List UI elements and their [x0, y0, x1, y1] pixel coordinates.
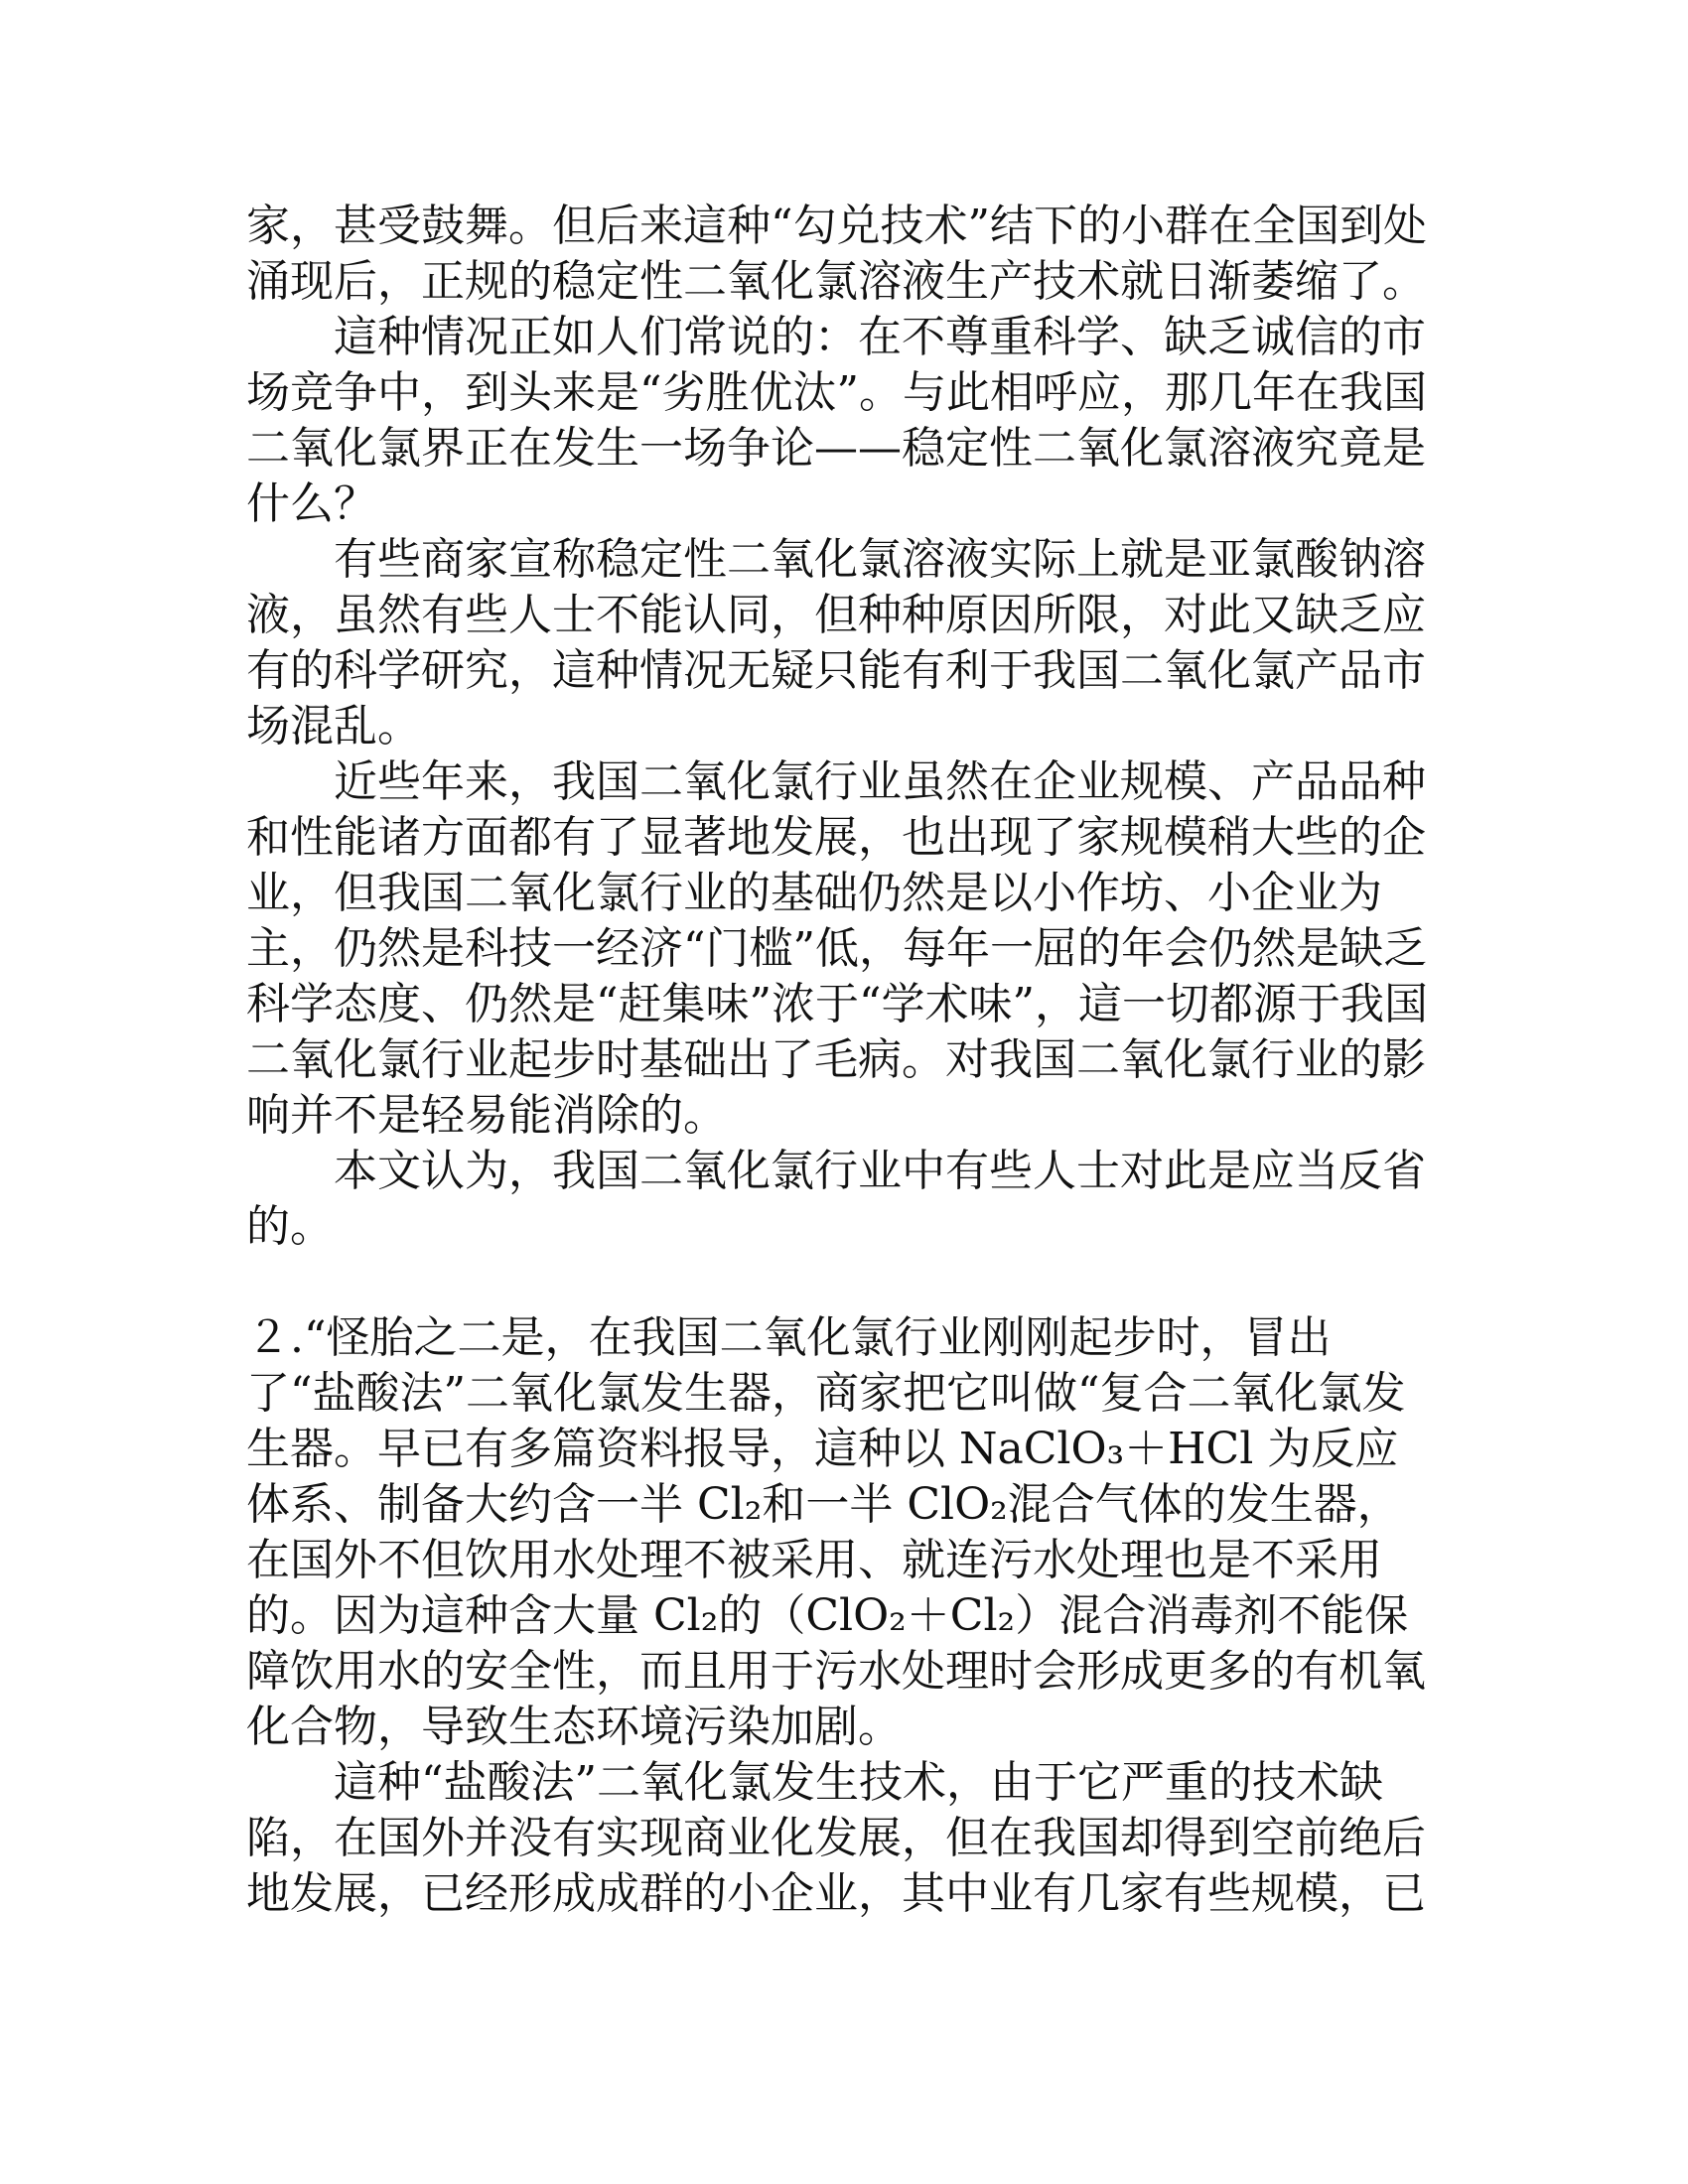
paragraph-3: 有些商家宣称稳定性二氧化氯溶液实际上就是亚氯酸钠溶液，虽然有些人士不能认同，但种种原因所限，对此又缺乏应有的科学研究，這种情况无疑只能有利于我国二氧化氯产品市场混乱。 [246, 534, 1426, 751]
document-page [246, 199, 1438, 1922]
paragraph-6: ２.“怪胎之二是，在我国二氧化氯行业刚刚起步时，冒出了“盐酸法”二氧化氯发生器，商家把它叫做“复合二氧化氯发生器。早已有多篇资料报导，這种以 NaClO₃＋HCl 为反应体系、制备大约含一半 Cl₂和一半 ClO₂混合气体的发生器，在国外不但饮用水处理不被采用、就连污水处理也是不采用的。因为這种含大量 Cl₂的（ClO₂＋Cl₂）混合消毒剂不能保障饮用水的安全性，而且用于污水处理时会形成更多的有机氧化合物，导致生态环境污染加剧。 [246, 1312, 1426, 1752]
paragraph-4: 近些年来，我国二氧化氯行业虽然在企业规模、产品品种和性能诸方面都有了显著地发展，也出现了家规模稍大些的企业，但我国二氧化氯行业的基础仍然是以小作坊、小企业为主，仍然是科技一经济“门槛”低，每年一屈的年会仍然是缺乏科学态度、仍然是“赶集味”浓于“学术味”，這一切都源于我国二氧化氯行业起步时基础出了毛病。对我国二氧化氯行业的影响并不是轻易能消除的。 [246, 756, 1428, 1141]
paragraph-7: 這种“盐酸法”二氧化氯发生技术，由于它严重的技术缺陷，在国外并没有实现商业化发展，但在我国却得到空前绝后地发展，已经形成成群的小企业，其中业有几家有些规模，已 [246, 1757, 1426, 1919]
paragraph-gap [246, 1255, 1438, 1310]
paragraph-2: 這种情况正如人们常说的：在不尊重科学、缺乏诚信的市场竞争中，到头来是“劣胜优汰”。与此相呼应，那几年在我国二氧化氯界正在发生一场争论——稳定性二氧化氯溶液究竟是什么？ [246, 312, 1427, 529]
paragraph-1: 家，甚受鼓舞。但后来這种“勾兑技术”结下的小群在全国到处涌现后，正规的稳定性二氧化氯溶液生产技术就日渐萎缩了。 [246, 201, 1427, 307]
paragraph-5: 本文认为，我国二氧化氯行业中有些人士对此是应当反省的。 [246, 1146, 1426, 1252]
